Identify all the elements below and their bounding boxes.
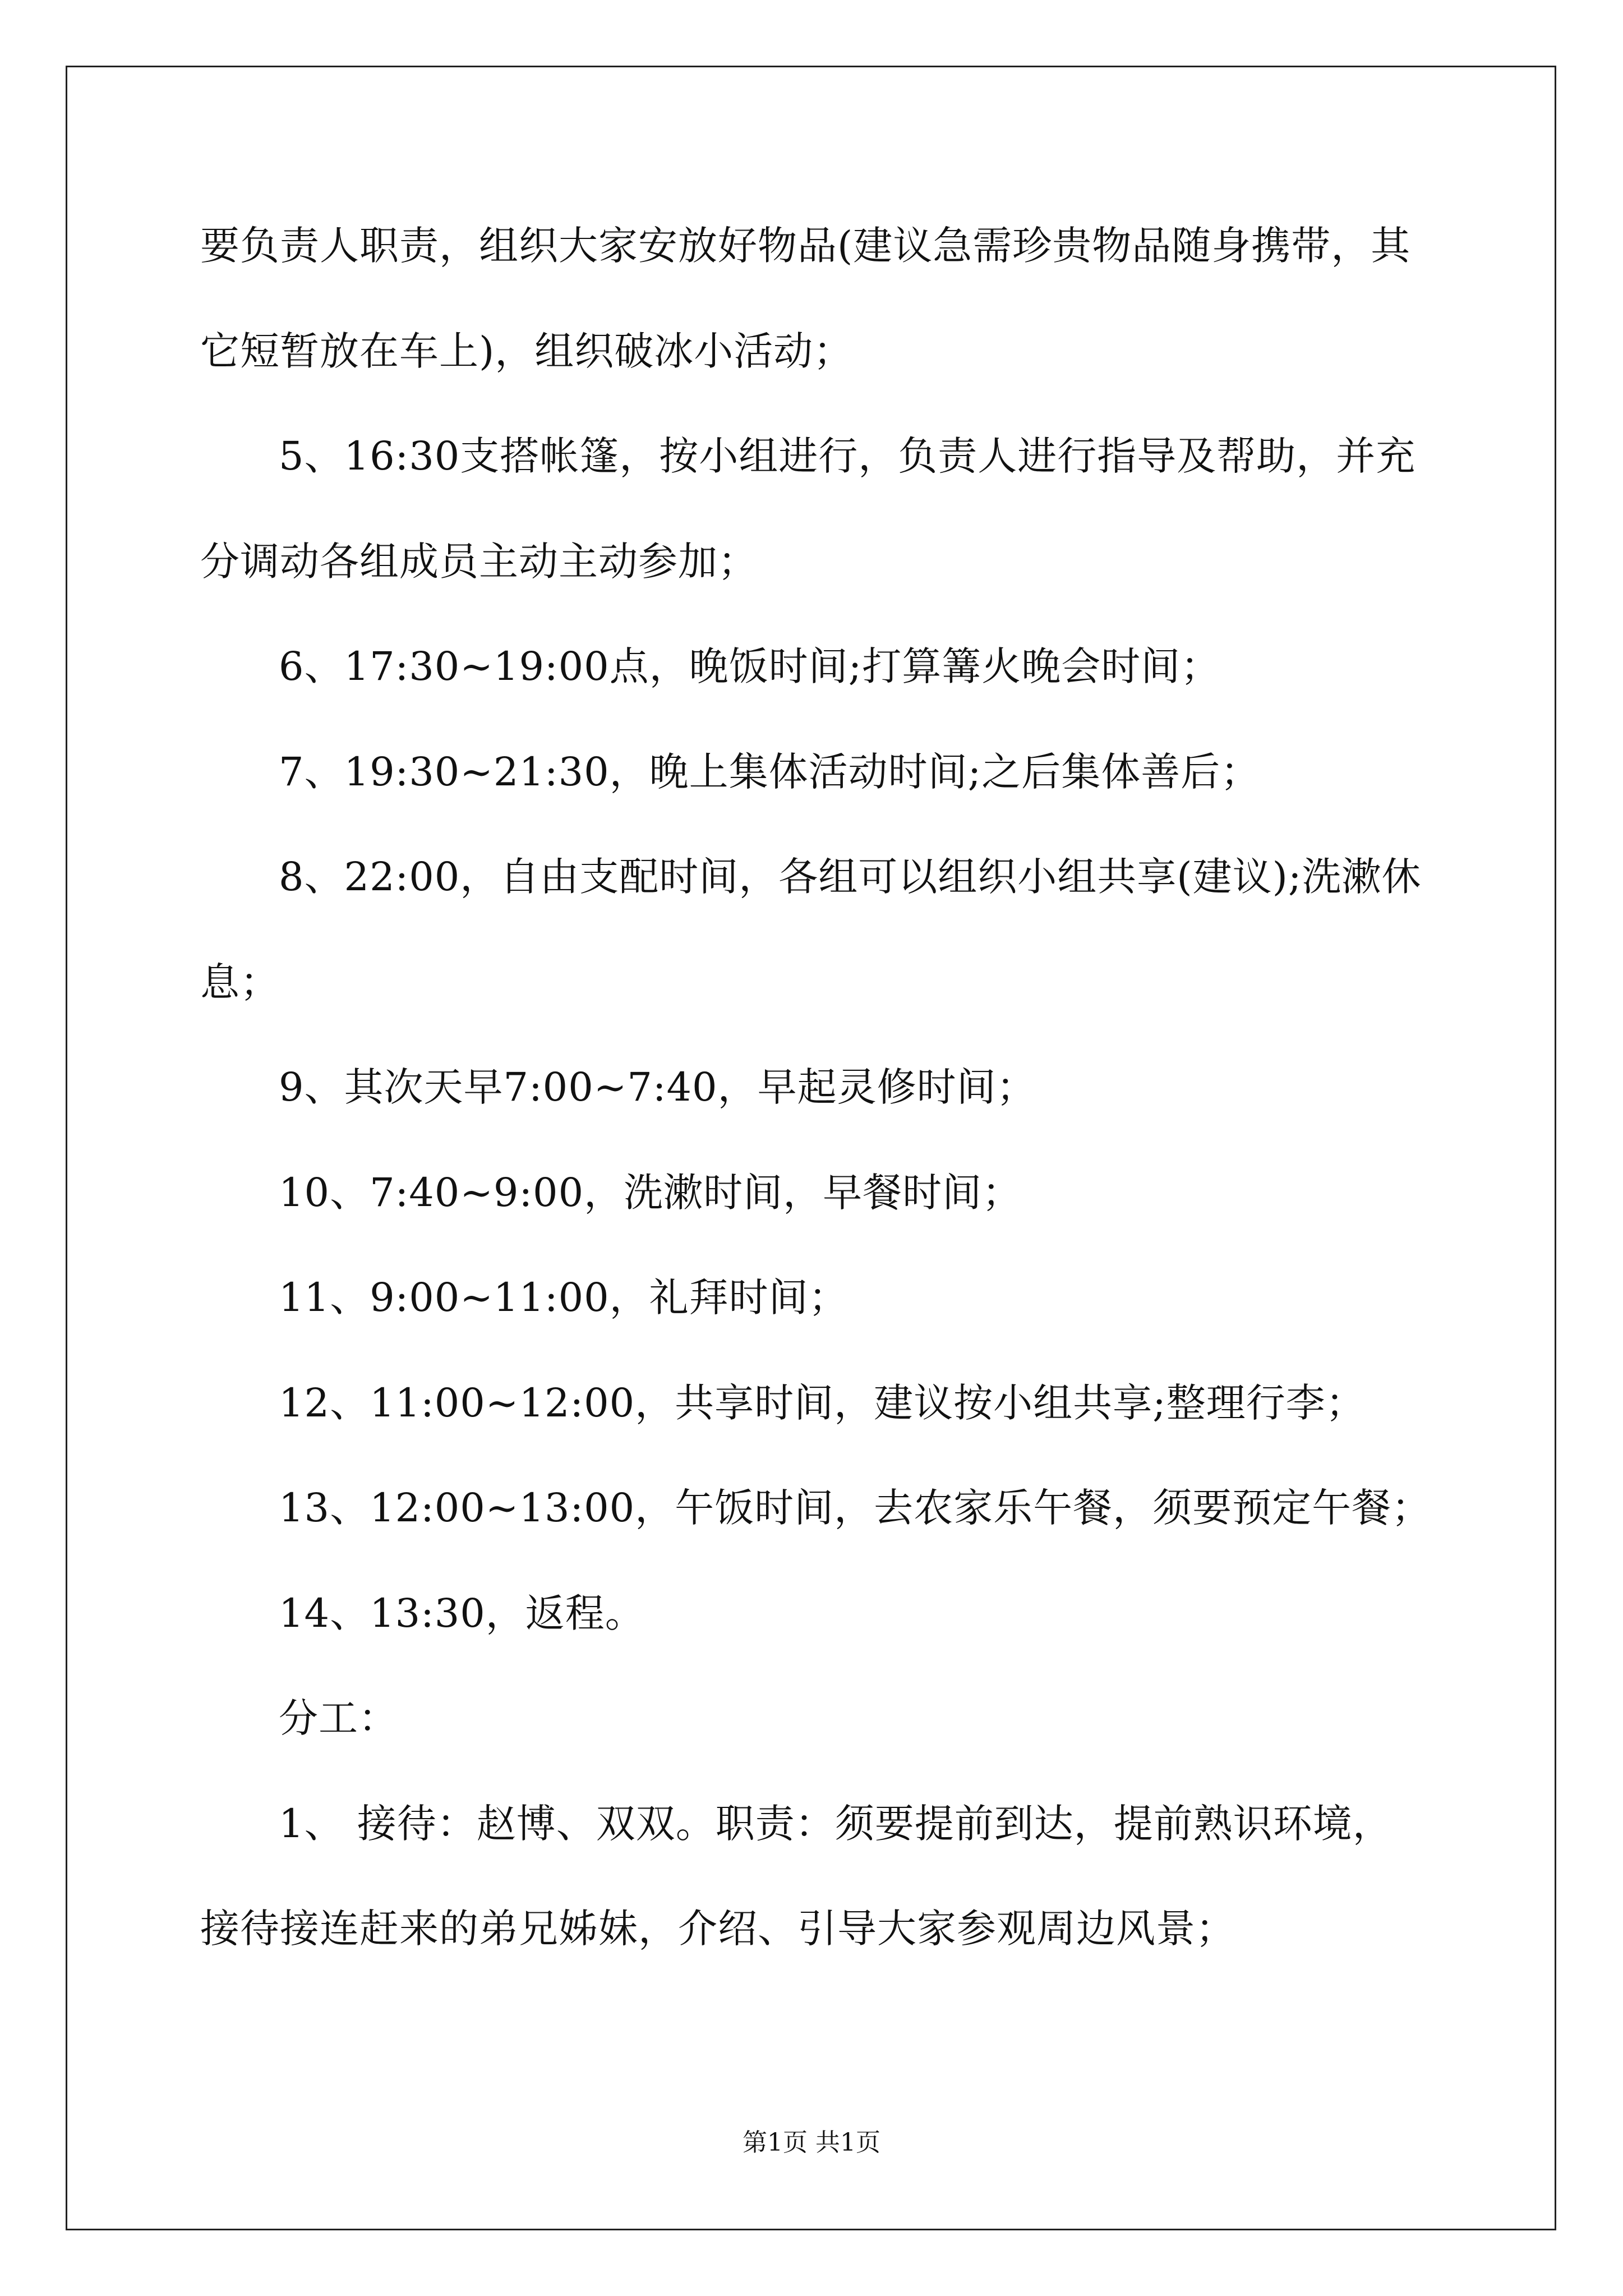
text-line-11: 11、9:00~11:00，礼拜时间；	[279, 1274, 849, 1320]
text-line-17: 接待接连赶来的弟兄姊妹，介绍、引导大家参观周边风景；	[200, 1906, 1235, 1952]
text-line-14: 14、13:30，返程。	[279, 1590, 645, 1636]
page-footer: 第1页 共1页	[743, 2128, 880, 2157]
text-line-1: 要负责人职责，组织大家安放好物品(建议急需珍贵物品随身携带，其	[200, 223, 1411, 269]
text-line-6: 7、19:30~21:30，晚上集体活动时间;之后集体善后；	[279, 749, 1261, 795]
text-line-16: 1、 接待：赵博、双双。职责：须要提前到达，提前熟识环境，	[279, 1801, 1393, 1847]
text-line-3: 5、16:30支搭帐篷，按小组进行，负责人进行指导及帮助，并充	[279, 433, 1416, 479]
text-line-12: 12、11:00~12:00，共享时间，建议按小组共享;整理行李；	[279, 1380, 1366, 1426]
text-line-10: 10、7:40~9:00，洗漱时间，早餐时间；	[279, 1170, 1022, 1216]
text-line-9: 9、其次天早7:00~7:40，早起灵修时间；	[279, 1064, 1036, 1110]
text-line-15: 分工：	[279, 1695, 398, 1741]
text-line-5: 6、17:30~19:00点，晚饭时间;打算篝火晚会时间；	[279, 643, 1221, 689]
text-line-2: 它短暂放在车上)，组织破冰小活动；	[200, 328, 854, 374]
text-line-13: 13、12:00~13:00，午饭时间，去农家乐午餐，须要预定午餐；	[279, 1485, 1432, 1531]
text-line-4: 分调动各组成员主动主动参加；	[200, 539, 758, 585]
text-line-8: 息；	[200, 959, 280, 1005]
text-line-7: 8、22:00，自由支配时间，各组可以组织小组共享(建议);洗漱休	[279, 854, 1422, 900]
